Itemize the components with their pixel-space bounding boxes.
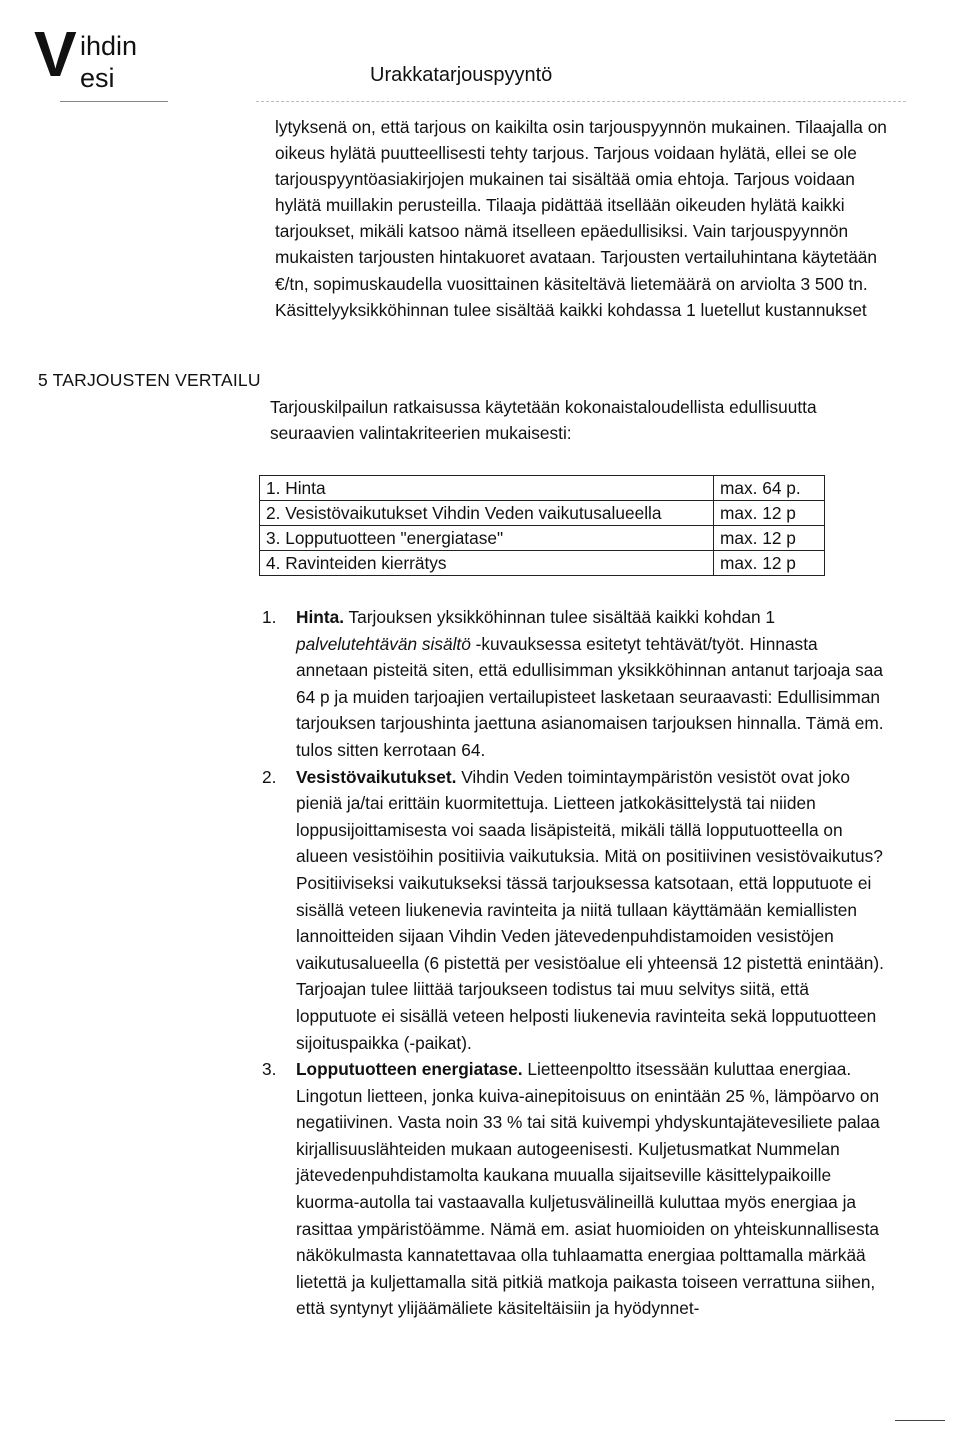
logo-word-2: esi [80,63,115,93]
criteria-explanations [262,604,892,1322]
intro-paragraph: lytyksenä on, että tarjous on kaikilta osin tarjouspyynnön mukainen. Tilaajalla on oikeus hylätä puutteellisesti tehty tarjous. Tarjous voidaan hylätä, ellei se ole tarjouspyyntöasiakirjojen mukainen tai sisältää omia ehtoja. Tarjous voidaan hylätä muillakin perusteilla. Tilaaja pidättää itsellään oikeuden hylätä kaikki tarjoukset, mikäli katsoo nämä itselleen epäedullisiksi. Vain tarjouspyynnön mukaisten tarjousten hintakuoret avataan. Tarjousten vertailuhintana käytetään €/tn, sopimuskaudella vuosittainen käsiteltävä lietemäärä on arviolta 3 500 tn. Käsittelyyksikköhinnan tulee sisältää kaikki kohdassa 1 luetellut kustannukset [275,117,887,320]
item-number: 3. [262,1059,277,1080]
criteria-table [259,475,825,576]
item-number: 2. [262,766,277,787]
item-text: Vihdin Veden toimintaympäristön vesistöt ovat joko pieniä ja/tai erittäin kuormitettuja. Lietteen jatkokäsittelystä tai niiden loppusijoittamisesta voi saada lisäpisteitä, mikäli tällä lopputuotteella on alueen vesistöihin positiivia vaikutuksia. Mitä on positiivinen vesistövaikutus? Positiiviseksi vaikutukseksi tässä tarjouksessa katsotaan, että lopputuote ei sisällä veteen liukenevia ravinteita ja niitä tullaan käyttämään kemiallisten lannoitteiden sijaan Vihdin Veden jätevedenpuhdistamoiden vesistöjen vaikutusalueella (6 pistettä per vesistöalue eli yhteensä 12 pistettä enintään). Tarjoajan tulee liittää tarjoukseen todistus tai muu selvitys siitä, että lopputuote ei sisällä veteen helposti liukenevia ravinteita sekä lopputuotteen sijoituspaikka (-paikat). [296,766,884,1053]
criterion-name: 4. Ravinteiden kierrätys [260,551,714,576]
table-row [260,526,825,551]
item-title: Vesistövaikutukset. [296,766,457,787]
criterion-points: max. 12 p [714,501,825,526]
table-row [260,476,825,501]
criterion-name: 2. Vesistövaikutukset Vihdin Veden vaikutusalueella [260,501,714,526]
item-title: Lopputuotteen energiatase. [296,1059,523,1080]
footer-rule [895,1420,945,1421]
criterion-points: max. 12 p [714,551,825,576]
list-item [262,764,892,1057]
item-number: 1. [262,607,277,627]
document-title: Urakkatarjouspyyntö [370,64,553,86]
header-rule-right [256,101,906,102]
criterion-points: max. 12 p [714,526,825,551]
header-rule-left [60,101,168,102]
list-item [262,1056,892,1322]
criterion-points: max. 64 p. [714,476,825,501]
section-heading: 5 TARJOUSTEN VERTAILU [38,370,261,390]
item-text: Tarjouksen yksikköhinnan tulee sisältää kaikki kohdan 1 [344,607,776,627]
logo-word-1: ihdin [80,31,138,61]
item-title: Hinta. [296,607,345,627]
item-italic-text: palvelutehtävän sisältö [296,633,471,654]
criterion-name: 1. Hinta [260,476,714,501]
item-text: -kuvauksessa esitetyt tehtävät/työt. Hinnasta annetaan pisteitä siten, että edullisimman yksikköhinnan antanut tarjoaja saa 64 p ja muiden tarjoajien vertailupisteet lasketaan seuraavasti: Edullisimman tarjouksen tarjoushinta jaettuna asianomaisen tarjouksen hinnalla. Tämä em. tulos sitten kerrotaan 64. [296,633,884,760]
logo-letter: V [34,18,75,90]
table-row [260,551,825,576]
item-text: Lietteenpoltto itsessään kuluttaa energiaa. Lingotun lietteen, jonka kuiva-ainepitoisuus on enintään 25 %, lämpöarvo on negatiivinen. Vasta noin 33 % tai sitä kuivempi yhdyskuntajätevesiliete palaa kirjallisuuslähteiden mukaan autogeenisesti. Kuljetusmatkat Nummelan jätevedenpuhdistamolta kaukana muualla sijaitseville käsittelypaikoille kuorma-autolla tai vastaavalla kuljetusvälineillä kuluttaa myös energiaa ja rasittaa ympäristöämme. Nämä em. asiat huomioiden on yhteiskunnallisesta näkökulmasta kannatettavaa olla tuhlaamatta energiaa polttamalla märkää lietettä ja kuljettamalla sitä pitkiä matkoja paikasta toiseen verrattuna siihen, että syntynyt ylijäämäliete käsiteltäisiin ja hyödynnet- [296,1059,880,1319]
table-row [260,501,825,526]
company-logo [34,18,174,93]
section-intro: Tarjouskilpailun ratkaisussa käytetään kokonaistaloudellista edullisuutta seuraavien valintakriteerien mukaisesti: [270,397,817,444]
list-item [262,604,892,764]
criterion-name: 3. Lopputuotteen "energiatase" [260,526,714,551]
